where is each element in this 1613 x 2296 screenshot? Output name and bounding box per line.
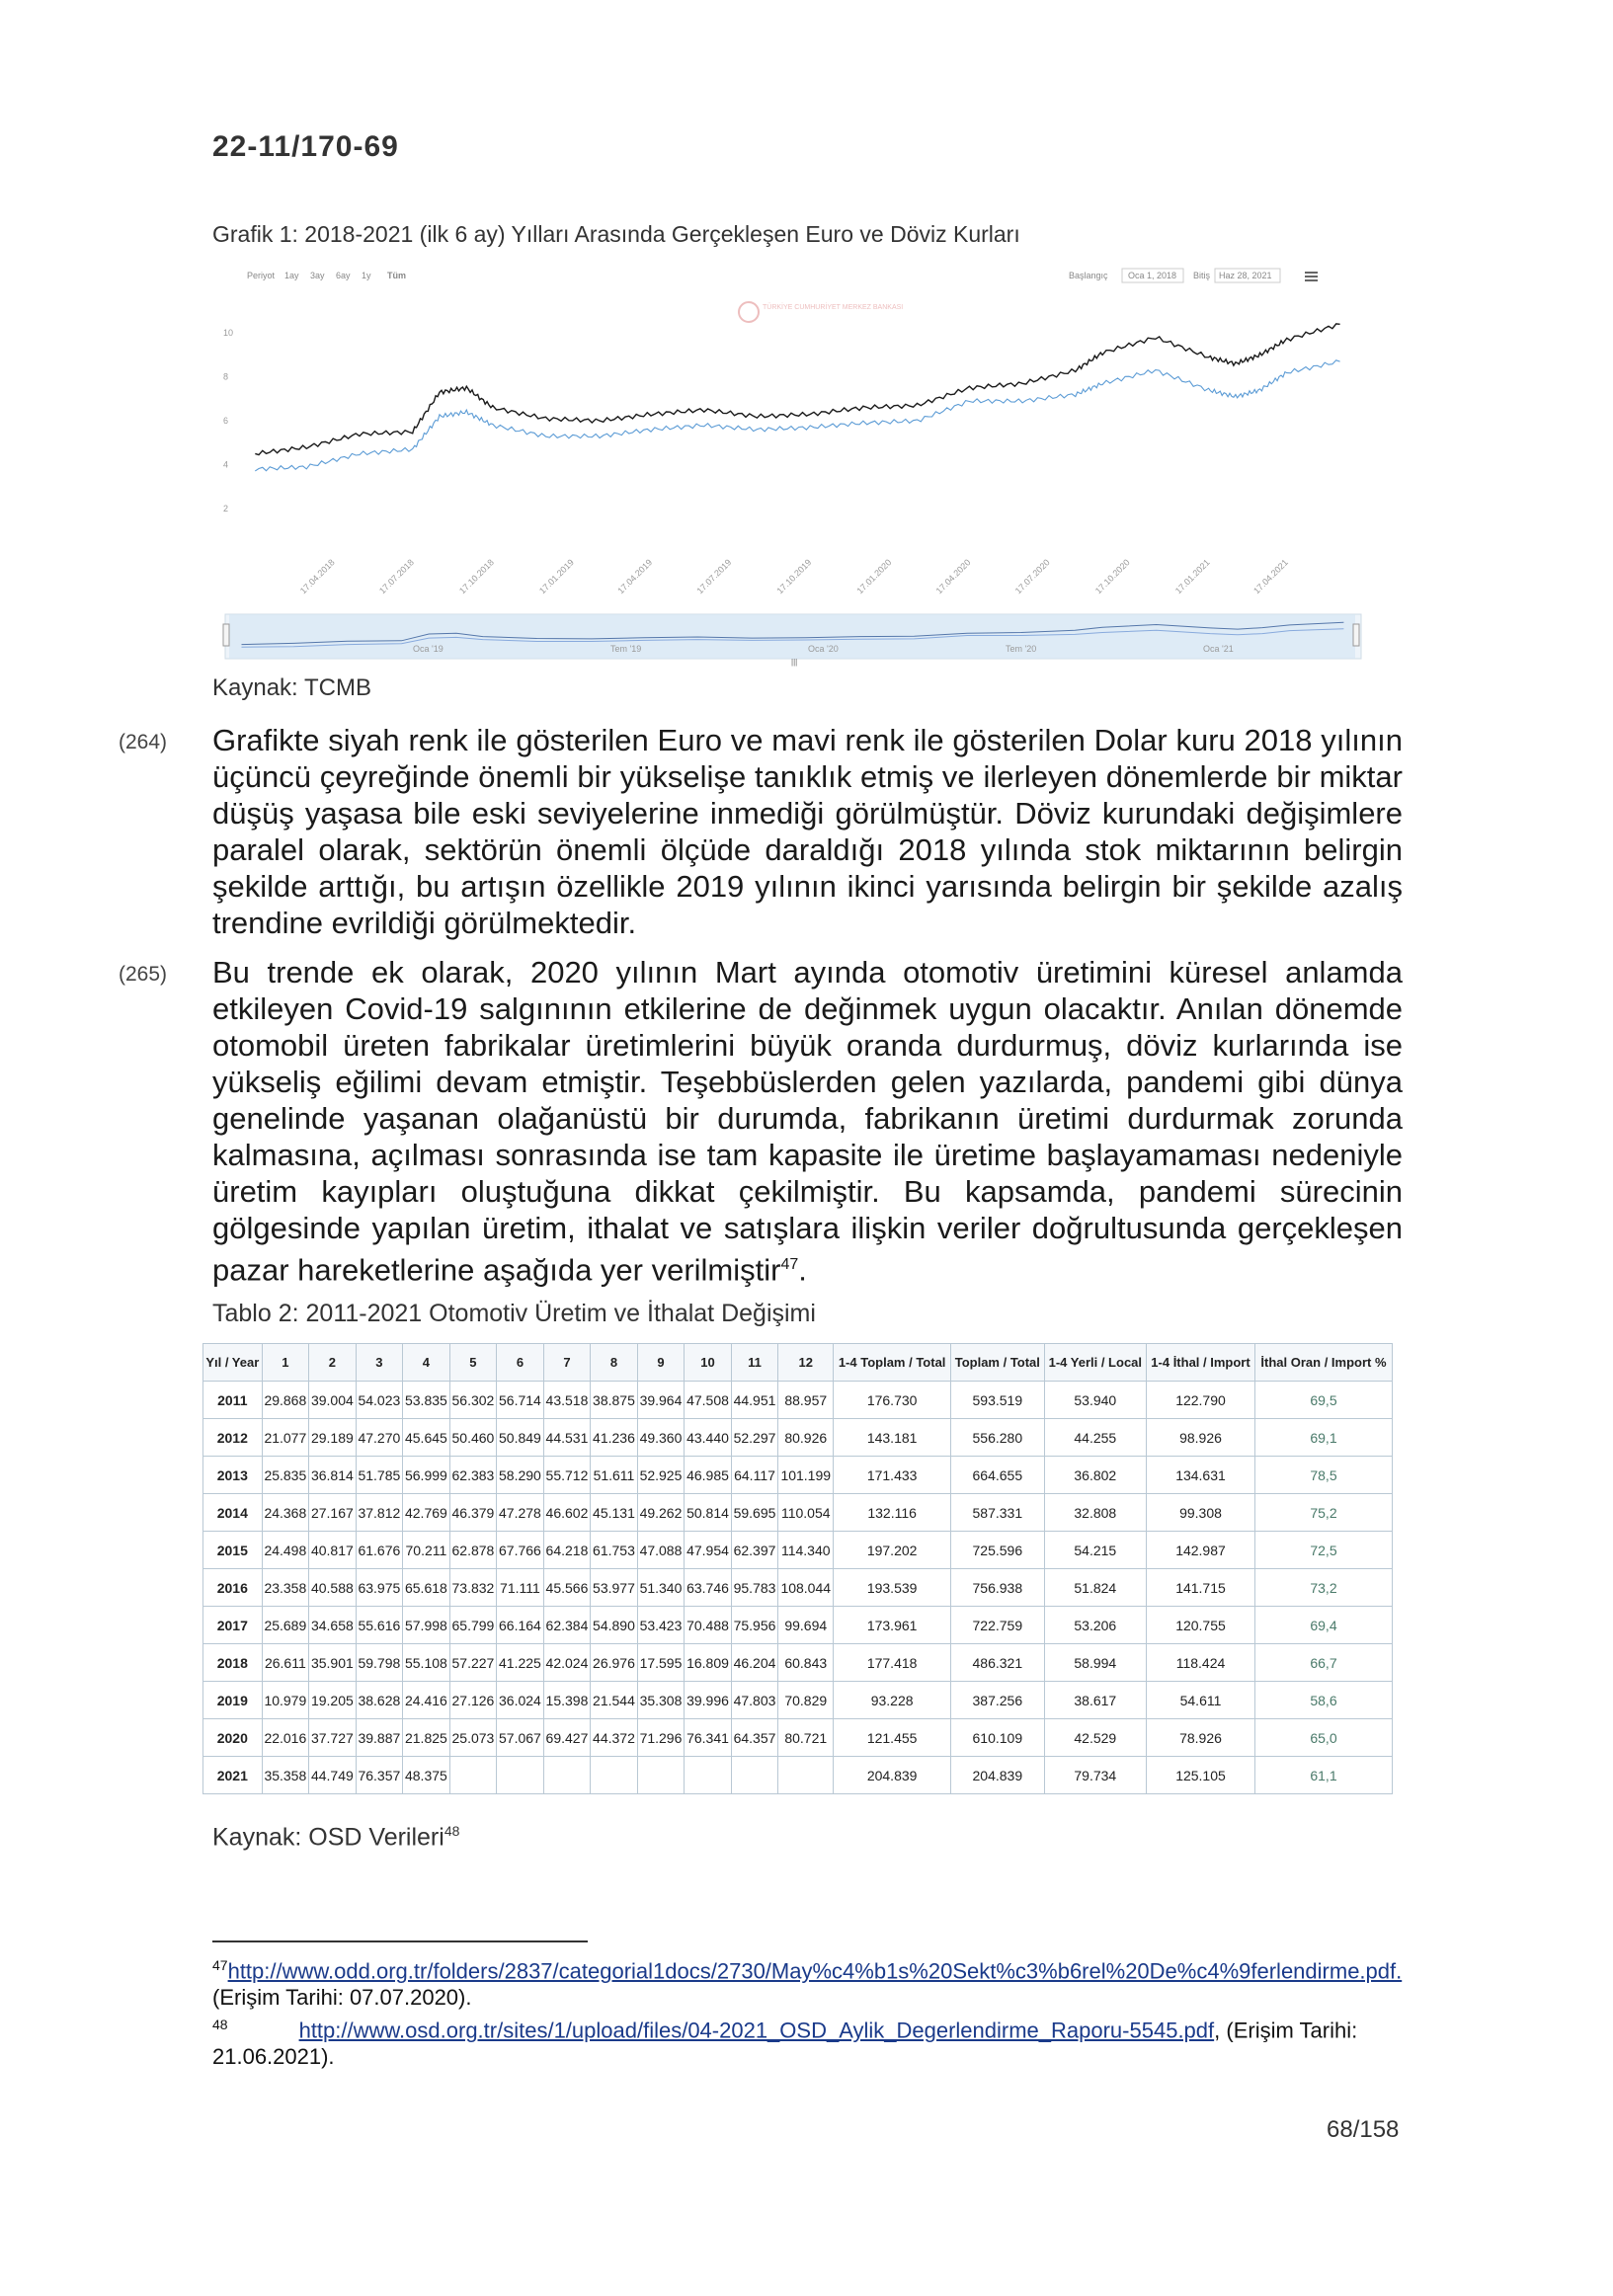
table-cell: 47.270 (356, 1419, 403, 1457)
table-cell: 27.167 (309, 1494, 357, 1532)
table-cell: 70.488 (685, 1607, 732, 1644)
table-cell: 42.769 (403, 1494, 450, 1532)
table-cell: 65.618 (403, 1569, 450, 1607)
table-cell: 42.529 (1044, 1719, 1146, 1757)
table-cell: 53.940 (1044, 1382, 1146, 1419)
table-cell: 71.111 (497, 1569, 544, 1607)
navigator-label: Tem '19 (610, 644, 642, 654)
table-cell: 486.321 (951, 1644, 1045, 1682)
table-cell: 56.302 (449, 1382, 497, 1419)
table-cell: 53.423 (637, 1607, 685, 1644)
paragraph-265 (212, 954, 1403, 1288)
table-cell: 54.890 (591, 1607, 638, 1644)
column-header: 1-4 İthal / Import (1147, 1344, 1255, 1382)
table-cell: 37.812 (356, 1494, 403, 1532)
year-cell: 2013 (203, 1457, 263, 1494)
column-header: 10 (685, 1344, 732, 1382)
x-tick-label: 17.10.2020 (1092, 557, 1132, 596)
table-cell: 56.999 (403, 1457, 450, 1494)
table-cell: 45.645 (403, 1419, 450, 1457)
table-cell: 57.998 (403, 1607, 450, 1644)
table-cell: 51.785 (356, 1457, 403, 1494)
table-cell: 17.595 (637, 1644, 685, 1682)
table-cell: 24.498 (262, 1532, 309, 1569)
table-cell: 54.023 (356, 1382, 403, 1419)
table-row (203, 1569, 1393, 1607)
figure-caption: Grafik 1: 2018-2021 (ilk 6 ay) Yılları Arasında Gerçekleşen Euro ve Döviz Kurları (212, 221, 1020, 247)
table-cell: 73,2 (1254, 1569, 1392, 1607)
table-cell: 37.727 (309, 1719, 357, 1757)
table-cell: 63.746 (685, 1569, 732, 1607)
table-cell: 62.383 (449, 1457, 497, 1494)
column-header: 4 (403, 1344, 450, 1382)
table-cell: 59.798 (356, 1644, 403, 1682)
column-header: 1-4 Yerli / Local (1044, 1344, 1146, 1382)
table-cell: 38.875 (591, 1382, 638, 1419)
table-cell: 15.398 (543, 1682, 591, 1719)
column-header: İthal Oran / Import % (1254, 1344, 1392, 1382)
table-row (203, 1382, 1393, 1419)
table-cell: 36.802 (1044, 1457, 1146, 1494)
year-cell: 2012 (203, 1419, 263, 1457)
table-cell: 50.460 (449, 1419, 497, 1457)
table-cell: 69.427 (543, 1719, 591, 1757)
year-cell: 2020 (203, 1719, 263, 1757)
chart-navigator[interactable] (223, 614, 1361, 667)
table-cell: 53.206 (1044, 1607, 1146, 1644)
table-cell (543, 1757, 591, 1794)
navigator-left-handle[interactable] (223, 624, 229, 646)
column-header: Toplam / Total (951, 1344, 1045, 1382)
year-cell: 2017 (203, 1607, 263, 1644)
table-cell: 99.308 (1147, 1494, 1255, 1532)
chart-toolbar (247, 269, 1318, 282)
column-header: 5 (449, 1344, 497, 1382)
table-cell: 24.416 (403, 1682, 450, 1719)
column-header: 8 (591, 1344, 638, 1382)
table-cell: 19.205 (309, 1682, 357, 1719)
column-header: 7 (543, 1344, 591, 1382)
table-cell: 59.695 (731, 1494, 778, 1532)
table-cell: 204.839 (834, 1757, 951, 1794)
footnote-access-date: (Erişim Tarihi: 07.07.2020). (212, 1985, 472, 2011)
paragraph-number: (264) (119, 731, 168, 753)
table-cell: 38.628 (356, 1682, 403, 1719)
table-cell: 29.868 (262, 1382, 309, 1419)
table-cell: 55.108 (403, 1644, 450, 1682)
table-cell: 25.835 (262, 1457, 309, 1494)
table-cell: 58.290 (497, 1457, 544, 1494)
table-cell: 65.799 (449, 1607, 497, 1644)
table-cell: 52.297 (731, 1419, 778, 1457)
column-header: 9 (637, 1344, 685, 1382)
euro-series-line (255, 324, 1339, 455)
table-cell: 114.340 (778, 1532, 834, 1569)
table-cell: 39.004 (309, 1382, 357, 1419)
table-cell: 197.202 (834, 1532, 951, 1569)
table-cell: 51.824 (1044, 1569, 1146, 1607)
table-cell: 62.384 (543, 1607, 591, 1644)
table-cell: 36.814 (309, 1457, 357, 1494)
x-tick-label: 17.10.2018 (457, 557, 496, 596)
table-cell: 110.054 (778, 1494, 834, 1532)
table-cell: 54.215 (1044, 1532, 1146, 1569)
table-cell: 61.676 (356, 1532, 403, 1569)
column-header: 11 (731, 1344, 778, 1382)
column-header: 1-4 Toplam / Total (834, 1344, 951, 1382)
table-cell: 75,2 (1254, 1494, 1392, 1532)
table-cell: 23.358 (262, 1569, 309, 1607)
y-tick-label: 6 (223, 416, 229, 427)
table-cell: 49.360 (637, 1419, 685, 1457)
table-cell: 39.887 (356, 1719, 403, 1757)
table-cell: 78,5 (1254, 1457, 1392, 1494)
table-cell: 176.730 (834, 1382, 951, 1419)
y-tick-label: 4 (223, 459, 229, 470)
table-cell (685, 1757, 732, 1794)
navigator-right-handle[interactable] (1353, 624, 1359, 646)
table-cell: 40.588 (309, 1569, 357, 1607)
table-cell: 70.211 (403, 1532, 450, 1569)
table-cell: 44.372 (591, 1719, 638, 1757)
table-cell (449, 1757, 497, 1794)
table-cell: 75.956 (731, 1607, 778, 1644)
table-cell: 32.808 (1044, 1494, 1146, 1532)
x-tick-label: 17.04.2020 (933, 557, 973, 596)
table-cell: 118.424 (1147, 1644, 1255, 1682)
tcmb-watermark (739, 302, 903, 322)
navigator-label: Tem '20 (1006, 644, 1037, 654)
exchange-rate-chart (215, 267, 1371, 667)
table-cell: 142.987 (1147, 1532, 1255, 1569)
table-cell: 101.199 (778, 1457, 834, 1494)
table-cell: 21.825 (403, 1719, 450, 1757)
table-cell: 88.957 (778, 1382, 834, 1419)
table-row (203, 1532, 1393, 1569)
year-cell: 2015 (203, 1532, 263, 1569)
table-cell: 52.925 (637, 1457, 685, 1494)
year-cell: 2019 (203, 1682, 263, 1719)
table-row (203, 1419, 1393, 1457)
zoom-option-button[interactable]: Tüm (387, 271, 406, 280)
table-cell: 26.611 (262, 1644, 309, 1682)
table-cell: 35.901 (309, 1644, 357, 1682)
table-cell: 44.531 (543, 1419, 591, 1457)
table-cell: 60.843 (778, 1644, 834, 1682)
table-cell (637, 1757, 685, 1794)
table-cell: 49.262 (637, 1494, 685, 1532)
footnote-48 (212, 2012, 1403, 2070)
watermark-text: TÜRKİYE CUMHURİYET MERKEZ BANKASI (763, 304, 904, 311)
table-cell: 53.977 (591, 1569, 638, 1607)
year-cell: 2014 (203, 1494, 263, 1532)
table-cell: 25.689 (262, 1607, 309, 1644)
footnote-ref-48[interactable]: 48 (444, 1823, 460, 1839)
table-cell (778, 1757, 834, 1794)
table-cell: 76.341 (685, 1719, 732, 1757)
table-cell (591, 1757, 638, 1794)
start-date-value: Oca 1, 2018 (1128, 271, 1177, 280)
table-cell: 46.985 (685, 1457, 732, 1494)
table-cell: 98.926 (1147, 1419, 1255, 1457)
table-cell: 80.926 (778, 1419, 834, 1457)
table-cell: 78.926 (1147, 1719, 1255, 1757)
table-row (203, 1719, 1393, 1757)
table-row (203, 1757, 1393, 1794)
table-source (212, 1823, 459, 1852)
table-cell: 122.790 (1147, 1382, 1255, 1419)
table-cell: 132.116 (834, 1494, 951, 1532)
table-cell: 134.631 (1147, 1457, 1255, 1494)
table-cell: 593.519 (951, 1382, 1045, 1419)
x-tick-label: 17.07.2018 (376, 557, 416, 596)
paragraph-number: (265) (119, 963, 168, 986)
table-cell: 61,1 (1254, 1757, 1392, 1794)
chart-source: Kaynak: TCMB (212, 674, 371, 701)
table-cell: 171.433 (834, 1457, 951, 1494)
y-tick-label: 8 (223, 371, 229, 382)
zoom-option-button[interactable]: 6ay (336, 271, 351, 280)
table-cell: 65,0 (1254, 1719, 1392, 1757)
table-cell: 95.783 (731, 1569, 778, 1607)
footnote-link[interactable]: http://www.odd.org.tr/folders/2837/categorial1docs/2730/May%c4%b1s%20Sekt%c3%b6rel%20De%c4%9ferlendirme.pdf. (227, 1958, 1403, 1984)
table-cell: 69,4 (1254, 1607, 1392, 1644)
table-cell: 47.954 (685, 1532, 732, 1569)
x-tick-label: 17.07.2019 (694, 557, 734, 596)
year-cell: 2021 (203, 1757, 263, 1794)
table-cell: 73.832 (449, 1569, 497, 1607)
table-cell (497, 1757, 544, 1794)
table-cell: 80.721 (778, 1719, 834, 1757)
table-cell: 62.878 (449, 1532, 497, 1569)
table-cell: 66,7 (1254, 1644, 1392, 1682)
navigator-label: Oca '19 (413, 644, 444, 654)
table-row (203, 1644, 1393, 1682)
column-header: 6 (497, 1344, 544, 1382)
table-cell: 42.024 (543, 1644, 591, 1682)
year-cell: 2018 (203, 1644, 263, 1682)
table-cell: 66.164 (497, 1607, 544, 1644)
footnote-access-date: , (Erişim Tarihi: 21.06.2021). (212, 2018, 1358, 2070)
table-cell: 67.766 (497, 1532, 544, 1569)
table-cell: 71.296 (637, 1719, 685, 1757)
table-cell: 63.975 (356, 1569, 403, 1607)
tcmb-logo-icon (739, 302, 759, 322)
table-cell: 610.109 (951, 1719, 1045, 1757)
table-cell: 47.508 (685, 1382, 732, 1419)
table-cell: 25.073 (449, 1719, 497, 1757)
table-cell: 51.611 (591, 1457, 638, 1494)
zoom-label: Periyot (247, 271, 276, 280)
table-cell: 756.938 (951, 1569, 1045, 1607)
table-header-row (203, 1344, 1393, 1382)
table-cell: 45.566 (543, 1569, 591, 1607)
table-cell: 47.803 (731, 1682, 778, 1719)
table-cell: 27.126 (449, 1682, 497, 1719)
table-cell: 58.994 (1044, 1644, 1146, 1682)
y-tick-label: 10 (223, 328, 234, 339)
navigator-selection (229, 614, 1355, 659)
zoom-option-button[interactable]: 1ay (284, 271, 299, 280)
table-cell: 120.755 (1147, 1607, 1255, 1644)
table-row (203, 1607, 1393, 1644)
zoom-option-button[interactable]: 3ay (310, 271, 325, 280)
table-cell: 46.204 (731, 1644, 778, 1682)
table-cell: 722.759 (951, 1607, 1045, 1644)
start-label: Başlangıç (1069, 271, 1108, 280)
table-cell: 61.753 (591, 1532, 638, 1569)
table-cell: 10.979 (262, 1682, 309, 1719)
table-cell: 93.228 (834, 1682, 951, 1719)
table-row (203, 1682, 1393, 1719)
table-cell: 41.225 (497, 1644, 544, 1682)
table-cell: 125.105 (1147, 1757, 1255, 1794)
table-cell: 76.357 (356, 1757, 403, 1794)
end-label: Bitiş (1193, 271, 1211, 280)
column-header: 12 (778, 1344, 834, 1382)
x-tick-label: 17.04.2019 (615, 557, 655, 596)
zoom-option-button[interactable]: 1y (362, 271, 371, 280)
paragraph-265-text: Bu trende ek olarak, 2020 yılının Mart ayında otomotiv üretimini küresel anlamda etkileyen Covid-19 salgınının etkilerine de değinmek uygun olacaktır. Anılan dönemde otomobil üreten fabrikalar üretimlerini büyük oranda durdurmuş, döviz kurlarında ise yükseliş eğilimi devam etmiştir. Teşebbüslerden gelen yazılarda, pandemi gibi dünya genelinde yaşanan olağanüstü bir durumda, fabrikanın üretimi durdurmak zorunda kalmasına, açılması sonrasında ise tam kapasite ile üretime başlayamaması nedeniyle üretim kayıpları oluştuğuna dikkat çekilmiştir. Bu kapsamda, pandemi sürecinin gölgesinde yapılan üretim, ithalat ve satışlara ilişkin veriler doğrultusunda gerçekleşen pazar hareketlerine aşağıda yer verilmiştir (212, 955, 1403, 1288)
table-cell: 56.714 (497, 1382, 544, 1419)
production-import-table (202, 1343, 1393, 1794)
table-cell: 664.655 (951, 1457, 1045, 1494)
table-caption: Tablo 2: 2011-2021 Otomotiv Üretim ve İthalat Değişimi (212, 1300, 816, 1327)
table-cell: 44.951 (731, 1382, 778, 1419)
table-cell: 47.278 (497, 1494, 544, 1532)
table-cell: 99.694 (778, 1607, 834, 1644)
table-cell: 29.189 (309, 1419, 357, 1457)
paragraph-264: Grafikte siyah renk ile gösterilen Euro ve mavi renk ile gösterilen Dolar kuru 2018 yılının üçüncü çeyreğinde önemli bir yükselişe tanıklık etmiş ve ilerleyen dönemlerde bir miktar düşüş yaşasa bile eski seviyelerine inmediği görülmüştür. Döviz kurundaki değişimlere paralel olarak, sektörün önemli ölçüde daraldığı 2018 yılında stok miktarının belirgin şekilde arttığı, bu artışın özellikle 2019 yılının ikinci yarısında belirgin bir şekilde azalış trendine evrildiği görülmektedir. (212, 723, 1403, 940)
table-cell: 64.357 (731, 1719, 778, 1757)
table-cell: 48.375 (403, 1757, 450, 1794)
table-cell: 62.397 (731, 1532, 778, 1569)
table-cell: 45.131 (591, 1494, 638, 1532)
table-cell: 204.839 (951, 1757, 1045, 1794)
table-cell: 40.817 (309, 1532, 357, 1569)
navigator-label: Oca '21 (1203, 644, 1234, 654)
table-cell: 46.379 (449, 1494, 497, 1532)
table-cell: 35.308 (637, 1682, 685, 1719)
x-tick-label: 17.10.2019 (774, 557, 814, 596)
scrollbar-grip-icon[interactable]: ||| (791, 658, 798, 667)
x-tick-label: 17.01.2020 (854, 557, 894, 596)
table-cell: 24.368 (262, 1494, 309, 1532)
table-cell: 57.067 (497, 1719, 544, 1757)
table-cell: 64.117 (731, 1457, 778, 1494)
footnote-link[interactable]: http://www.osd.org.tr/sites/1/upload/files/04-2021_OSD_Aylik_Degerlendirme_Raporu-5545.pdf (298, 2018, 1215, 2043)
table-cell: 38.617 (1044, 1682, 1146, 1719)
table-cell: 725.596 (951, 1532, 1045, 1569)
table-cell: 70.829 (778, 1682, 834, 1719)
year-cell: 2016 (203, 1569, 263, 1607)
table-cell: 47.088 (637, 1532, 685, 1569)
table-cell: 16.809 (685, 1644, 732, 1682)
table-cell: 51.340 (637, 1569, 685, 1607)
table-cell: 387.256 (951, 1682, 1045, 1719)
table-cell: 46.602 (543, 1494, 591, 1532)
table-cell: 173.961 (834, 1607, 951, 1644)
year-cell: 2011 (203, 1382, 263, 1419)
navigator-label: Oca '20 (808, 644, 839, 654)
table-cell: 22.016 (262, 1719, 309, 1757)
chart-svg (215, 267, 1371, 667)
table-cell: 34.658 (309, 1607, 357, 1644)
table-cell: 143.181 (834, 1419, 951, 1457)
table-cell: 556.280 (951, 1419, 1045, 1457)
table-cell: 177.418 (834, 1644, 951, 1682)
table-cell: 69,1 (1254, 1419, 1392, 1457)
table-cell (731, 1757, 778, 1794)
table-cell: 35.358 (262, 1757, 309, 1794)
table-cell: 21.077 (262, 1419, 309, 1457)
table-cell: 50.849 (497, 1419, 544, 1457)
footnote-47 (212, 1952, 1403, 2011)
table-row (203, 1494, 1393, 1532)
table-cell: 54.611 (1147, 1682, 1255, 1719)
table-cell: 141.715 (1147, 1569, 1255, 1607)
table-cell: 53.835 (403, 1382, 450, 1419)
table-cell: 26.976 (591, 1644, 638, 1682)
x-tick-label: 17.01.2021 (1172, 557, 1212, 596)
table-cell: 39.996 (685, 1682, 732, 1719)
table-source-text: Kaynak: OSD Verileri (212, 1823, 444, 1852)
x-tick-label: 17.04.2018 (297, 557, 337, 596)
y-tick-label: 2 (223, 504, 229, 514)
footnote-number: 47 (212, 1957, 228, 1973)
table-cell: 193.539 (834, 1569, 951, 1607)
table-cell: 69,5 (1254, 1382, 1392, 1419)
table-cell: 121.455 (834, 1719, 951, 1757)
table-cell: 39.964 (637, 1382, 685, 1419)
table-cell: 36.024 (497, 1682, 544, 1719)
table-cell: 41.236 (591, 1419, 638, 1457)
table-cell: 55.616 (356, 1607, 403, 1644)
table-cell: 79.734 (1044, 1757, 1146, 1794)
table-cell: 108.044 (778, 1569, 834, 1607)
table-cell: 587.331 (951, 1494, 1045, 1532)
footnote-number: 48 (212, 2017, 228, 2032)
table-cell: 44.749 (309, 1757, 357, 1794)
column-header: Yıl / Year (203, 1344, 263, 1382)
x-tick-label: 17.01.2019 (537, 557, 576, 596)
document-id: 22-11/170-69 (212, 130, 399, 163)
table-cell: 55.712 (543, 1457, 591, 1494)
table-cell: 50.814 (685, 1494, 732, 1532)
table-cell: 72,5 (1254, 1532, 1392, 1569)
table-cell: 57.227 (449, 1644, 497, 1682)
table-row (203, 1457, 1393, 1494)
menu-icon[interactable] (1305, 272, 1318, 281)
x-tick-label: 17.04.2021 (1251, 557, 1291, 596)
x-tick-label: 17.07.2020 (1012, 557, 1052, 596)
paragraph-265-tail: . (798, 1252, 807, 1288)
column-header: 3 (356, 1344, 403, 1382)
page-number: 68/158 (1327, 2116, 1400, 2143)
table-cell: 43.440 (685, 1419, 732, 1457)
footnote-separator (212, 1940, 588, 1942)
footnote-ref-47[interactable]: 47 (780, 1256, 799, 1273)
column-header: 2 (309, 1344, 357, 1382)
table-cell: 44.255 (1044, 1419, 1146, 1457)
table-cell: 58,6 (1254, 1682, 1392, 1719)
table-cell: 21.544 (591, 1682, 638, 1719)
table-cell: 43.518 (543, 1382, 591, 1419)
end-date-value: Haz 28, 2021 (1219, 271, 1272, 280)
table-cell: 64.218 (543, 1532, 591, 1569)
column-header: 1 (262, 1344, 309, 1382)
